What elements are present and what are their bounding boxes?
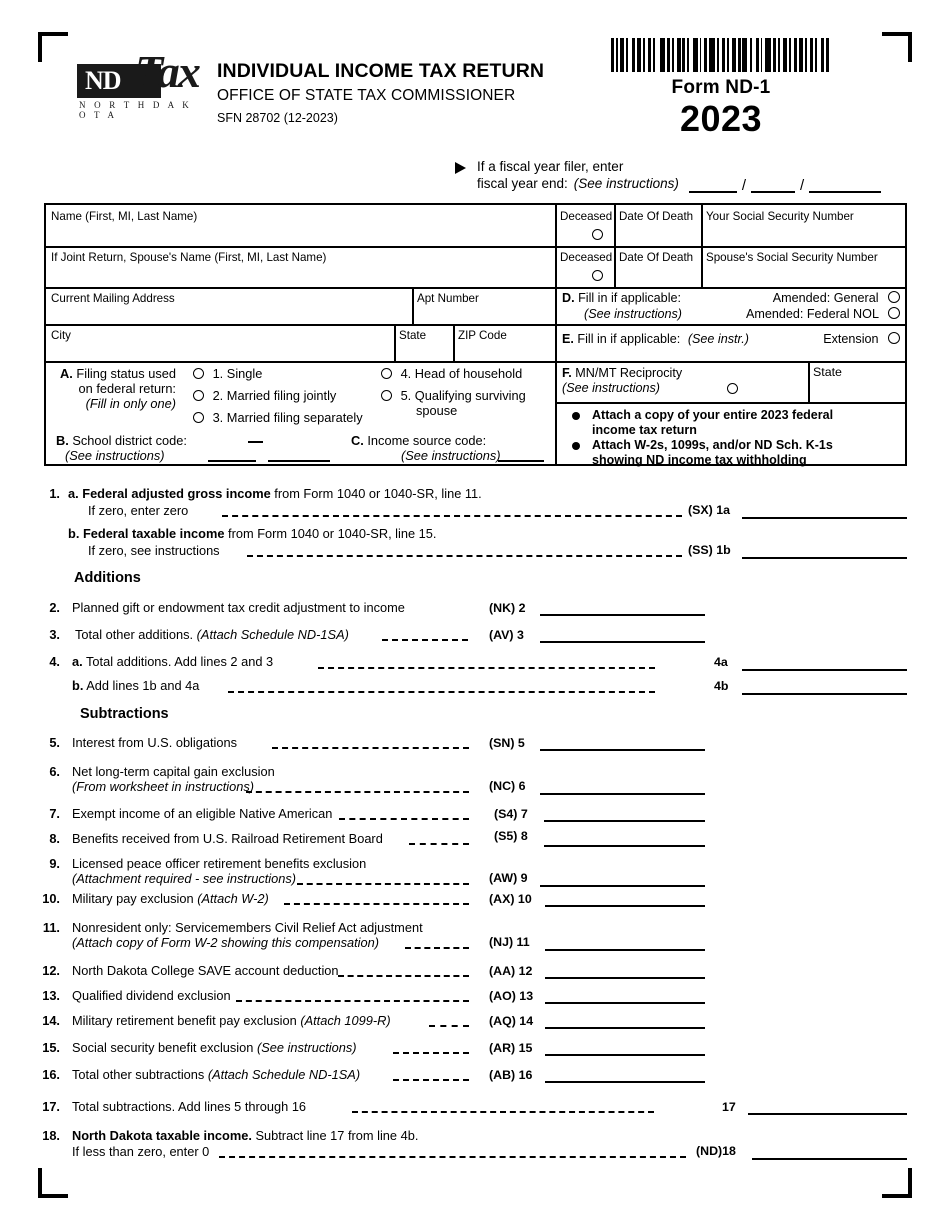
- registration-mark-top-left: [38, 32, 68, 62]
- spouse-ssn-label: Spouse's Social Security Number: [706, 251, 878, 264]
- divider-vert-f-state: [808, 361, 810, 402]
- line-8-ref: 8: [520, 829, 528, 843]
- line-5-code: [489, 736, 525, 750]
- leader-1b: [247, 555, 682, 557]
- line-8-text: Benefits received from U.S. Railroad Retirement Board: [72, 831, 383, 846]
- deceased-checkbox-2[interactable]: [592, 267, 603, 285]
- leader-7: [339, 818, 469, 820]
- item-d-text: Fill in if applicable:: [578, 291, 681, 305]
- line-14-ital: (Attach 1099-R): [300, 1013, 391, 1028]
- line-6-code-text: (NC): [489, 779, 516, 793]
- line-17-amount-field[interactable]: [748, 1113, 907, 1115]
- line-11-amount-field[interactable]: [545, 949, 705, 951]
- item-a-labels: [56, 366, 176, 411]
- fiscal-year-field[interactable]: [809, 179, 881, 193]
- line-3-main: Total other additions.: [75, 627, 194, 642]
- line-7-number: 7.: [49, 806, 60, 821]
- line-18-ref: 18: [722, 1144, 736, 1158]
- nd-tax-logo: [75, 46, 207, 120]
- line-16-code-text: (AB): [489, 1068, 516, 1082]
- divider-f-row: [555, 402, 905, 404]
- leader-8: [409, 843, 469, 845]
- attach-notes: [568, 408, 903, 468]
- divider-vert-dod: [701, 205, 703, 287]
- line-6-amount-field[interactable]: [540, 793, 705, 795]
- line-15-amount-field[interactable]: [545, 1054, 705, 1056]
- line-10-amount-field[interactable]: [545, 905, 705, 907]
- line-10-ref: 10: [517, 892, 532, 906]
- filing-status-option-2[interactable]: [193, 388, 336, 403]
- item-e-option-radio[interactable]: [888, 332, 900, 344]
- section-subtractions-heading: Subtractions: [80, 706, 169, 722]
- item-d-option-2-radio[interactable]: [888, 307, 900, 319]
- divider-vert-zip: [453, 324, 455, 361]
- item-d-option-1-row[interactable]: [773, 291, 900, 306]
- line-1a-ref: 1a: [716, 503, 731, 517]
- line-18-bold: North Dakota taxable income.: [72, 1128, 252, 1143]
- mailing-address-label: Current Mailing Address: [51, 292, 175, 305]
- line-4b-sub: b.: [72, 678, 84, 693]
- item-c-text: Income source code:: [367, 433, 487, 448]
- filing-status-label-2: 2. Married filing jointly: [212, 388, 337, 403]
- line-4b-ref: 4b: [714, 679, 729, 693]
- divider-row3: [46, 324, 905, 326]
- name-label: Name (First, MI, Last Name): [51, 210, 198, 223]
- leader-11: [405, 947, 469, 949]
- item-f: [562, 366, 682, 396]
- line-11-code-text: (NJ): [489, 935, 514, 949]
- line-9-code: [489, 871, 528, 885]
- barcode: [611, 38, 831, 72]
- item-a-note: (Fill in only one): [85, 396, 176, 411]
- line-12-text: North Dakota College SAVE account deduction: [72, 963, 339, 978]
- divider-row1: [46, 246, 905, 248]
- registration-mark-bottom-left: [38, 1168, 68, 1198]
- line-16-code: [489, 1068, 532, 1082]
- line-7-code: [494, 807, 528, 821]
- divider-row4: [46, 361, 905, 363]
- logo-tax-text: Tax: [135, 46, 199, 97]
- line-8-code-text: (S5): [494, 829, 518, 843]
- school-district-dash: [248, 441, 263, 443]
- line-10-main: Military pay exclusion: [72, 891, 194, 906]
- item-c: [351, 433, 501, 463]
- line-3-ref: 3: [517, 628, 524, 642]
- line-17-number: 17.: [42, 1099, 60, 1114]
- item-d-note: (See instructions): [584, 307, 682, 321]
- line-10-text: [72, 891, 269, 906]
- line-16-ital: (Attach Schedule ND-1SA): [207, 1067, 361, 1082]
- fiscal-slash-2: /: [800, 177, 805, 194]
- school-district-code-field-2[interactable]: [268, 460, 330, 462]
- leader-1a: [222, 515, 682, 517]
- line-1b-code-text: (SS): [688, 543, 713, 557]
- line-4a-sub: a.: [72, 654, 83, 669]
- line-3-number: 3.: [49, 627, 60, 642]
- filing-status-radio-1[interactable]: [193, 368, 204, 379]
- section-additions-heading: Additions: [74, 570, 141, 586]
- sfn-number: SFN 28702 (12-2023): [217, 111, 338, 125]
- line-4b-amount-field[interactable]: [742, 693, 907, 695]
- line-1a-code: [688, 503, 730, 517]
- line-12-code: [489, 964, 532, 978]
- leader-4a: [318, 667, 655, 669]
- line-13-number: 13.: [42, 988, 60, 1003]
- line-2-text: Planned gift or endowment tax credit adjustment to income: [72, 600, 405, 615]
- line-4a-ref: 4a: [714, 655, 728, 669]
- leader-10: [284, 903, 469, 905]
- line-3-ital: (Attach Schedule ND-1SA): [196, 627, 349, 642]
- item-d-option-1-label: Amended: General: [772, 291, 879, 305]
- logo-state-text: N O R T H D A K O T A: [79, 100, 192, 120]
- leader-17: [352, 1111, 654, 1113]
- item-b: [56, 433, 187, 463]
- line-1a-code-text: (SX): [688, 503, 713, 517]
- item-c-letter: C.: [351, 433, 364, 448]
- line-6-text: Net long-term capital gain exclusion: [72, 764, 275, 779]
- form-number: Form ND-1: [671, 77, 771, 98]
- line-14-main: Military retirement benefit pay exclusion: [72, 1013, 297, 1028]
- line-15-text: [72, 1040, 357, 1055]
- school-district-code-field-1[interactable]: [208, 460, 256, 462]
- filing-status-radio-3[interactable]: [193, 412, 204, 423]
- line-12-number: 12.: [42, 963, 60, 978]
- bullet-icon-1: [572, 412, 580, 420]
- line-1a-rest: from Form 1040 or 1040-SR, line 11.: [274, 486, 482, 501]
- line-16-text: [72, 1067, 360, 1082]
- line-9-number: 9.: [49, 856, 60, 871]
- page-subtitle: OFFICE OF STATE TAX COMMISSIONER: [217, 87, 516, 104]
- line-2-ref: 2: [518, 601, 526, 615]
- line-17-text: Total subtractions. Add lines 5 through 16: [72, 1099, 307, 1114]
- line-13-amount-field[interactable]: [545, 1002, 705, 1004]
- leader-4b: [228, 691, 655, 693]
- fiscal-day-field[interactable]: [751, 179, 795, 193]
- line-7-code-text: (S4): [494, 807, 518, 821]
- filing-status-label-1: 1. Single: [212, 366, 263, 381]
- line-11-ital: (Attach copy of Form W-2 showing this compensation): [72, 935, 380, 950]
- line-12-amount-field[interactable]: [545, 977, 705, 979]
- line-1b-amount-field[interactable]: [742, 557, 907, 559]
- line-1b-text: [68, 526, 436, 541]
- line-4a-amount-field[interactable]: [742, 669, 907, 671]
- apt-number-label: Apt Number: [417, 292, 479, 305]
- filing-status-option-1[interactable]: [193, 366, 262, 381]
- attach-note-1-line-1: Attach a copy of your entire 2023 federal: [592, 408, 834, 422]
- item-b-letter: B.: [56, 433, 69, 448]
- line-16-main: Total other subtractions: [72, 1067, 205, 1082]
- line-4a-text: [72, 654, 273, 669]
- line-5-ref: 5: [517, 736, 525, 750]
- leader-12: [338, 975, 469, 977]
- attach-note-2: [568, 438, 903, 468]
- line-6-ref: 6: [518, 779, 526, 793]
- line-13-text: Qualified dividend exclusion: [72, 988, 231, 1003]
- line-5-code-text: (SN): [489, 736, 515, 750]
- line-13-ref: 13: [519, 989, 534, 1003]
- attach-note-2-line-2: showing ND income tax withholding: [592, 453, 807, 467]
- line-1b-bold: Federal taxable income: [82, 526, 225, 541]
- item-f-note: (See instructions): [562, 381, 660, 395]
- line-11-number: 11.: [42, 920, 60, 935]
- item-a-line-1: Filing status used: [76, 366, 176, 381]
- line-3-amount-field[interactable]: [540, 641, 705, 643]
- item-e-note: (See instr.): [687, 332, 749, 346]
- line-18-code: [696, 1144, 736, 1158]
- leader-18: [219, 1156, 686, 1158]
- item-c-note: (See instructions): [401, 448, 501, 463]
- your-ssn-label: Your Social Security Number: [706, 210, 854, 223]
- line-3-code-text: (AV): [489, 628, 514, 642]
- attach-note-2-line-1: Attach W-2s, 1099s, and/or ND Sch. K-1s: [592, 438, 833, 452]
- filing-status-option-5[interactable]: [381, 388, 526, 418]
- line-3-code: [489, 628, 524, 642]
- filing-status-label-5: 5. Qualifying surviving: [400, 388, 526, 403]
- fiscal-month-field[interactable]: [689, 179, 737, 193]
- date-of-death-label-1: Date Of Death: [619, 210, 694, 223]
- identity-box: [44, 203, 907, 466]
- divider-vert-deceased: [614, 205, 616, 287]
- filing-status-option-3[interactable]: [193, 410, 363, 425]
- line-14-text: [72, 1013, 391, 1028]
- item-e-option-row[interactable]: [823, 332, 900, 347]
- line-1a-cont: If zero, enter zero: [88, 503, 189, 518]
- item-f-state-label: State: [813, 365, 842, 379]
- line-9-code-text: (AW): [489, 871, 518, 885]
- filing-status-label-4: 4. Head of household: [400, 366, 523, 381]
- item-e-letter: E.: [562, 332, 574, 346]
- filing-status-label-5b: spouse: [416, 403, 458, 418]
- item-a-letter: A.: [60, 366, 73, 381]
- attach-note-1: [568, 408, 903, 438]
- line-1b-ref: 1b: [716, 543, 731, 557]
- line-8-code: [494, 829, 528, 843]
- leader-9: [297, 883, 469, 885]
- line-8-number: 8.: [49, 831, 60, 846]
- leader-14: [429, 1025, 469, 1027]
- line-14-code: [489, 1014, 533, 1028]
- line-2-code: [489, 601, 526, 615]
- item-f-text: MN/MT Reciprocity: [575, 366, 683, 380]
- line-14-code-text: (AQ): [489, 1014, 516, 1028]
- line-13-code: [489, 989, 533, 1003]
- line-18-number: 18.: [42, 1128, 60, 1143]
- line-6-number: 6.: [49, 764, 60, 779]
- line-10-number: 10.: [42, 891, 60, 906]
- line-1a-text: [68, 486, 482, 501]
- triangle-pointer-icon: [455, 162, 466, 174]
- item-a-line-2: on federal return:: [78, 381, 176, 396]
- line-1b-sub: b.: [68, 526, 80, 541]
- leader-16: [393, 1079, 469, 1081]
- registration-mark-bottom-right: [882, 1168, 912, 1198]
- form-header: [75, 38, 875, 148]
- registration-mark-top-right: [882, 32, 912, 62]
- line-6-code: [489, 779, 526, 793]
- line-14-amount-field[interactable]: [545, 1027, 705, 1029]
- line-4b-text: [72, 678, 199, 693]
- line-11-code: [489, 935, 530, 949]
- item-f-letter: F.: [562, 366, 572, 380]
- line-15-code: [489, 1041, 532, 1055]
- line-9-ital: (Attachment required - see instructions): [72, 871, 297, 886]
- item-f-radio[interactable]: [727, 380, 738, 398]
- line-10-code: [489, 892, 532, 906]
- line-18-text: [72, 1128, 418, 1143]
- line-8-amount-field[interactable]: [544, 845, 705, 847]
- filing-status-option-4[interactable]: [381, 366, 522, 381]
- page-title: INDIVIDUAL INCOME TAX RETURN: [217, 60, 545, 82]
- attach-note-1-line-2: income tax return: [592, 423, 697, 437]
- leader-5: [272, 747, 469, 749]
- line-9-text: Licensed peace officer retirement benefits exclusion: [72, 856, 367, 871]
- divider-row2: [46, 287, 905, 289]
- tax-year: 2023: [679, 98, 763, 139]
- item-d-option-1-radio[interactable]: [888, 291, 900, 303]
- fiscal-note: (See instructions): [573, 176, 679, 191]
- line-1b-code: [688, 543, 731, 557]
- line-15-code-text: (AR): [489, 1041, 516, 1055]
- fiscal-label: fiscal year end:: [477, 176, 568, 191]
- filing-status-label-3: 3. Married filing separately: [212, 410, 363, 425]
- date-of-death-label-2: Date Of Death: [619, 251, 694, 264]
- leader-3: [382, 639, 468, 641]
- line-11-ref: 11: [516, 935, 530, 949]
- fiscal-line-2: [477, 175, 915, 193]
- line-11-text: Nonresident only: Servicemembers Civil Relief Act adjustment: [72, 920, 423, 935]
- deceased-checkbox-1[interactable]: [592, 226, 603, 244]
- line-10-code-text: (AX): [489, 892, 515, 906]
- fiscal-slash-1: /: [741, 177, 747, 194]
- line-12-code-text: (AA): [489, 964, 516, 978]
- line-16-ref: 16: [518, 1068, 533, 1082]
- line-18-cont: If less than zero, enter 0: [72, 1144, 210, 1159]
- line-7-ref: 7: [520, 807, 528, 821]
- line-3-text: [75, 627, 349, 642]
- item-d: [562, 291, 902, 323]
- line-16-amount-field[interactable]: [545, 1081, 705, 1083]
- line-2-amount-field[interactable]: [540, 614, 705, 616]
- line-7-text: Exempt income of an eligible Native American: [72, 806, 333, 821]
- line-14-ref: 14: [519, 1014, 534, 1028]
- line-13-code-text: (AO): [489, 989, 516, 1003]
- line-1a-bold: Federal adjusted gross income: [82, 486, 271, 501]
- line-9-ref: 9: [520, 871, 528, 885]
- spouse-name-label: If Joint Return, Spouse's Name (First, MI, Last Name): [51, 251, 327, 264]
- leader-6: [246, 791, 469, 793]
- filing-status-radio-4[interactable]: [381, 368, 392, 379]
- bullet-icon-2: [572, 442, 580, 450]
- line-1a-sub: a.: [68, 486, 79, 501]
- zip-code-label: ZIP Code: [458, 329, 507, 342]
- item-b-note: (See instructions): [65, 448, 165, 463]
- line-9-amount-field[interactable]: [540, 885, 705, 887]
- filing-status-radio-2[interactable]: [193, 390, 204, 401]
- line-12-ref: 12: [518, 964, 533, 978]
- line-1b-rest: from Form 1040 or 1040-SR, line 15.: [228, 526, 437, 541]
- item-b-text: School district code:: [72, 433, 187, 448]
- line-16-number: 16.: [42, 1067, 60, 1082]
- item-d-option-2-row[interactable]: [746, 307, 900, 322]
- fiscal-line-1: If a fiscal year filer, enter: [477, 159, 624, 174]
- line-2-code-text: (NK): [489, 601, 516, 615]
- item-e: [562, 332, 902, 348]
- logo-nd-text: ND: [85, 66, 121, 95]
- line-4b-main: Add lines 1b and 4a: [86, 678, 200, 693]
- item-e-text: Fill in if applicable:: [577, 332, 681, 346]
- city-label: City: [51, 329, 71, 342]
- item-d-letter: D.: [562, 291, 575, 305]
- line-5-number: 5.: [49, 735, 60, 750]
- divider-vert-apt: [412, 287, 414, 324]
- divider-vert-state: [394, 324, 396, 361]
- item-e-option-label: Extension: [823, 332, 879, 346]
- line-15-ital: (See instructions): [256, 1040, 357, 1055]
- line-14-number: 14.: [42, 1013, 60, 1028]
- line-2-number: 2.: [49, 600, 60, 615]
- item-d-option-2-label: Amended: Federal NOL: [745, 307, 879, 321]
- line-15-number: 15.: [42, 1040, 60, 1055]
- filing-status-radio-5[interactable]: [381, 390, 392, 401]
- line-1a-amount-field[interactable]: [742, 517, 907, 519]
- line-4a-main: Total additions. Add lines 2 and 3: [86, 654, 274, 669]
- line-5-amount-field[interactable]: [540, 749, 705, 751]
- line-18-amount-field[interactable]: [752, 1158, 907, 1160]
- line-10-ital: (Attach W-2): [197, 891, 269, 906]
- deceased-label-1: Deceased: [560, 210, 613, 223]
- state-label: State: [399, 329, 427, 342]
- line-5-text: Interest from U.S. obligations: [72, 735, 238, 750]
- line-18-rest: Subtract line 17 from line 4b.: [255, 1128, 419, 1143]
- leader-15: [393, 1052, 469, 1054]
- line-7-amount-field[interactable]: [544, 820, 705, 822]
- line-18-code-text: (ND): [696, 1144, 723, 1158]
- line-1b-cont: If zero, see instructions: [88, 543, 220, 558]
- line-17-ref: 17: [722, 1100, 736, 1114]
- leader-13: [236, 1000, 469, 1002]
- fiscal-year-filer: [455, 159, 915, 193]
- title-block: [217, 60, 544, 127]
- line-15-main: Social security benefit exclusion: [72, 1040, 254, 1055]
- divider-vert-main: [555, 205, 557, 464]
- line-6-ital: (From worksheet in instructions): [72, 779, 255, 794]
- income-source-code-field[interactable]: [498, 460, 544, 462]
- line-4-number: 4.: [49, 654, 60, 669]
- deceased-label-2: Deceased: [560, 251, 613, 264]
- line-1-number: 1.: [49, 486, 60, 501]
- form-id-block: [611, 38, 831, 139]
- line-15-ref: 15: [518, 1041, 533, 1055]
